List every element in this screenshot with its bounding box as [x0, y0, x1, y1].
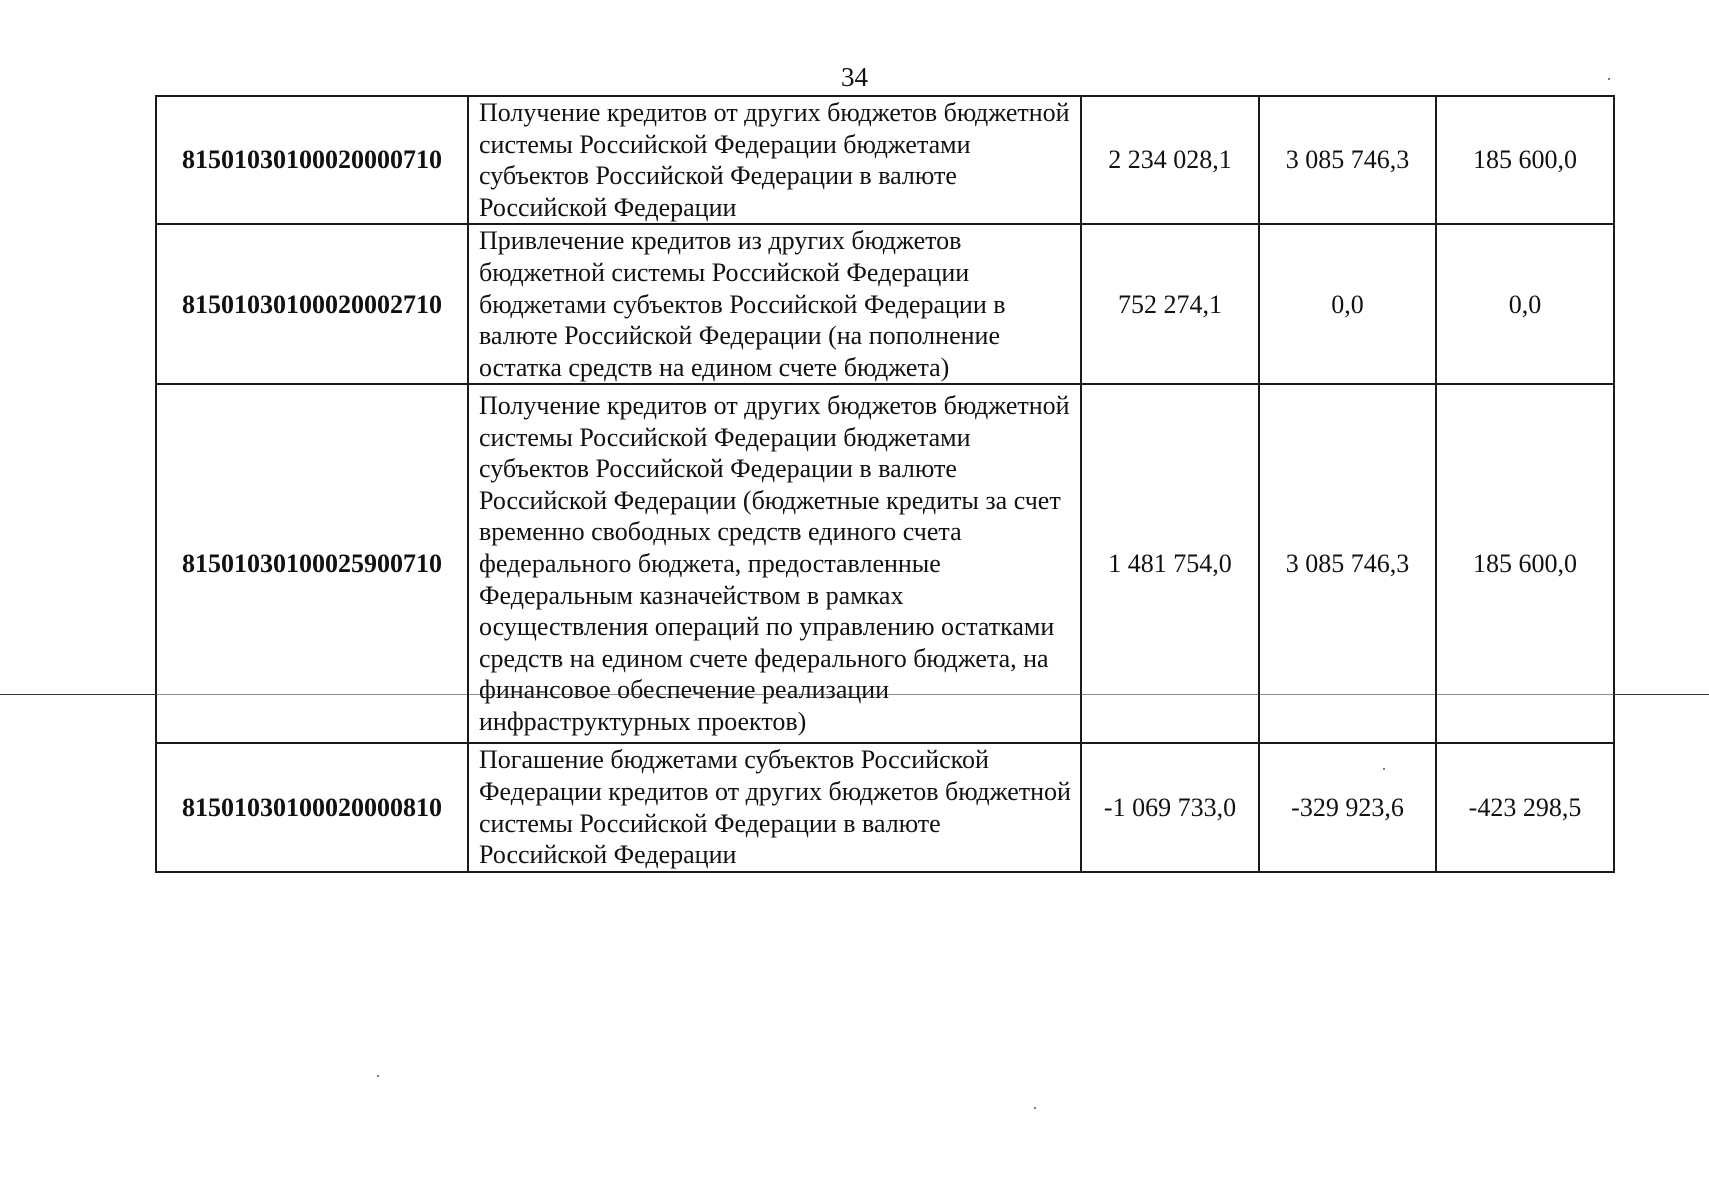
description-cell: Получение кредитов от других бюджетов бюджетной системы Российской Федерации бюджетами субъектов Российской Федерации в валюте Российской Федерации (бюджетные кредиты за счет временно свободных средств единого счета федерального бюджета, предоставленные Федеральным казначейством в рамках осуществления операций по управлению остатками средств на едином счете федерального бюджета, на финансовое обеспечение реализации инфраструктурных проектов): [468, 384, 1081, 743]
budget-code-cell: 81501030100020002710: [156, 224, 468, 384]
scan-fold-line-left: [0, 694, 157, 695]
scan-speck: [1034, 1107, 1036, 1109]
amount-cell-year-3: 0,0: [1436, 224, 1614, 384]
table-row: [156, 384, 1614, 743]
budget-table: [155, 95, 1615, 873]
amount-cell-year-1: 2 234 028,1: [1081, 96, 1259, 224]
page-number: 34: [841, 62, 868, 92]
amount-cell-year-1: 1 481 754,0: [1081, 384, 1259, 743]
scan-speck: [1608, 78, 1610, 80]
scan-speck: [1383, 768, 1385, 770]
budget-code-cell: 81501030100025900710: [156, 384, 468, 743]
amount-cell-year-2: 0,0: [1259, 224, 1436, 384]
amount-cell-year-1: -1 069 733,0: [1081, 743, 1259, 871]
budget-code-cell: 81501030100020000710: [156, 96, 468, 224]
table-row: [156, 224, 1614, 384]
amount-cell-year-3: -423 298,5: [1436, 743, 1614, 871]
description-cell: Погашение бюджетами субъектов Российской Федерации кредитов от других бюджетов бюджетной системы Российской Федерации в валюте Российской Федерации: [468, 743, 1081, 871]
amount-cell-year-3: 185 600,0: [1436, 96, 1614, 224]
table-row: [156, 96, 1614, 224]
amount-cell-year-2: 3 085 746,3: [1259, 384, 1436, 743]
description-cell: Получение кредитов от других бюджетов бюджетной системы Российской Федерации бюджетами субъектов Российской Федерации в валюте Российской Федерации: [468, 96, 1081, 224]
amount-cell-year-2: 3 085 746,3: [1259, 96, 1436, 224]
scan-fold-line-middle: [157, 694, 1613, 695]
scan-fold-line-right: [1613, 694, 1709, 695]
scan-speck: [377, 1075, 379, 1077]
description-cell: Привлечение кредитов из других бюджетов бюджетной системы Российской Федерации бюджетами субъектов Российской Федерации в валюте Российской Федерации (на пополнение остатка средств на едином счете бюджета): [468, 224, 1081, 384]
amount-cell-year-1: 752 274,1: [1081, 224, 1259, 384]
budget-code-cell: 81501030100020000810: [156, 743, 468, 871]
amount-cell-year-2: -329 923,6: [1259, 743, 1436, 871]
table-row: [156, 743, 1614, 871]
amount-cell-year-3: 185 600,0: [1436, 384, 1614, 743]
